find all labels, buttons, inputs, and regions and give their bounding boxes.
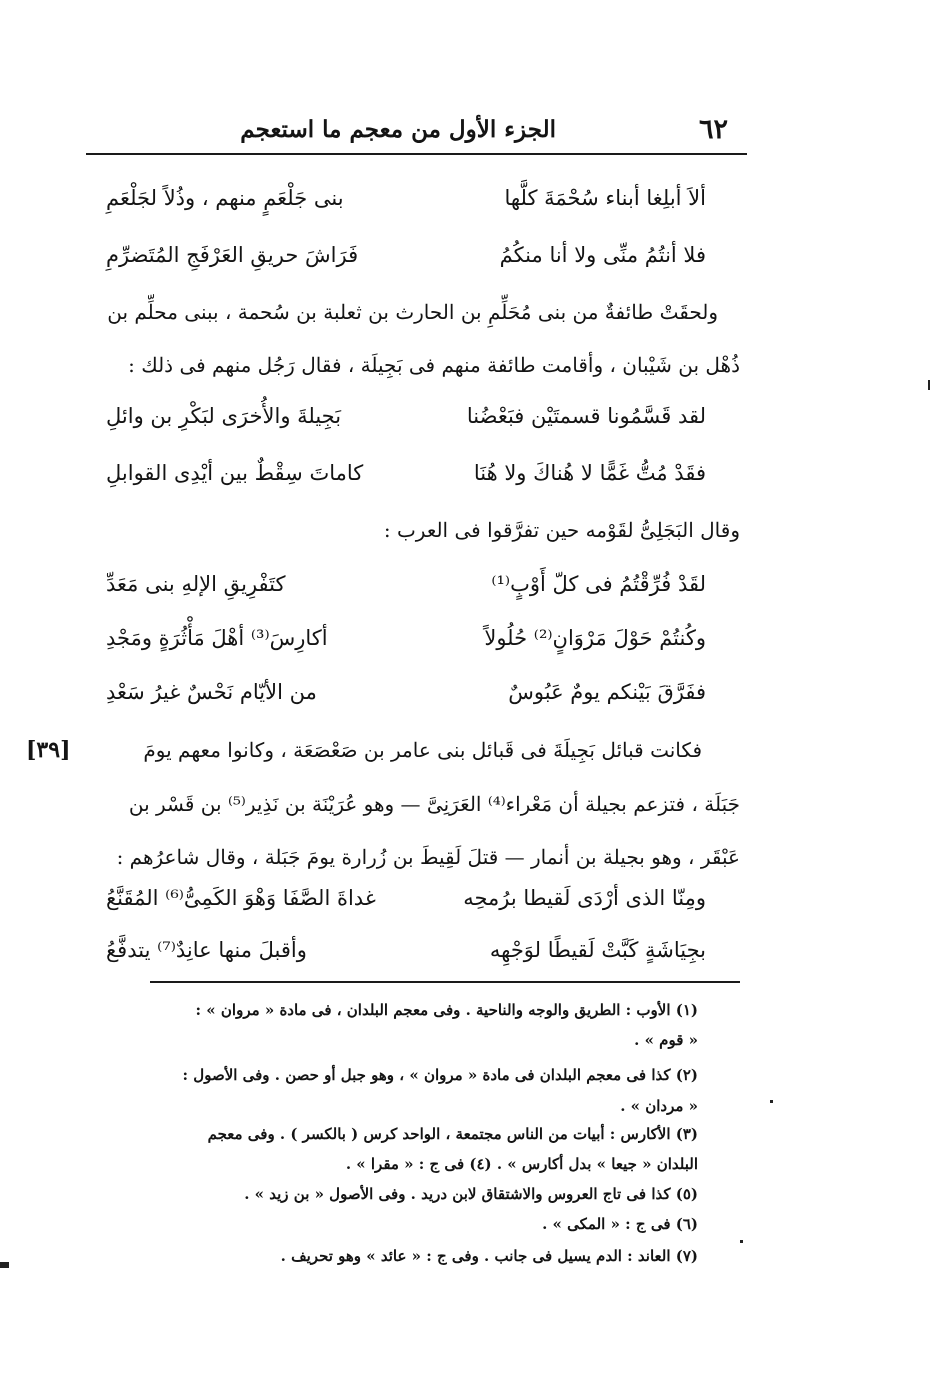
verse [106,938,706,978]
verse-hemistich-first: بجِيَاشَةٍ كَبَّتْ لَقيطًا لوَجْهِه [489,938,706,962]
footnote-line: « قوم » . [634,1031,698,1049]
verse-hemistich-second: فَرَاشَ حريقِ العَرْفَجِ المُتَضرِّمِ [106,243,359,267]
verse-hemistich-second: أكارِسَ⁽³⁾ أهْلَ مَأْثُرَةٍ ومَجْدِ [106,626,328,650]
verse-hemistich-second: كاماتَ سِقْطٌ بين أيْدِى القوابلِ [106,461,364,485]
verse-hemistich-second: وأقبلَ منها عانِدٌ⁽⁷⁾ يتدفَّعُ [106,938,307,962]
paragraph-line: جَبَلَة ، فتزعم بجيلة أن مَعْراء⁽⁴⁾ العَرَنِىَّ — وهو عُرَيْنَة بن نَذِير⁽⁵⁾ بن قَسْر بن [128,792,740,816]
paragraph-line: عَبْقَر ، وهو بجيلة بن أنمار — قتلَ لَقِيطَ بن زُرارة يومَ جَبَلة ، وقال شاعرُهم : [116,845,740,869]
verse [106,680,706,720]
verse [106,186,706,226]
verse-hemistich-first: ففَرَّقَ بَيْنكم يومٌ عَبُوسٌ [508,680,706,704]
verse-hemistich-second: من الأيّام نَحْسٌ غيرُ سَعْدِ [106,680,317,704]
footnote-line: « مردان » . [620,1097,698,1115]
page-reference-marker: [٣٩] [26,737,71,763]
verse-hemistich-second: بنى جَلْعَمٍ منهم ، وذُلاً لجَلْعَمِ [106,186,344,210]
verse-hemistich-first: لقَدْ فُرِّقْتُمُ فى كلّ أَوْبٍ⁽¹⁾ [491,572,706,596]
paragraph-line: وقال البَجَلِىُّ لقَوْمه حين تفرَّقوا فى العرب : [383,518,740,542]
scan-speck [770,1100,773,1103]
footnote-line: (٧) العاند : الدم يسيل فى جانب . وفى ج : « عائد » وهو تحريف . [280,1247,698,1265]
verse [106,404,706,444]
scan-speck [928,380,930,390]
verse [106,572,706,612]
verse-hemistich-first: لقد قَسَّمُونا قسمتَيْن فبَعْضُنا [466,404,706,428]
scan-speck [740,1240,743,1243]
header-rule [86,153,747,155]
verse-hemistich-first: ألاَ أبلِغا أبناء سُحْمَةَ كلَّها [504,186,706,210]
paragraph-line: فكانت قبائل بَجِيلَةَ فى قَبائل بنى عامر بن صَعْصَعَة ، وكانوا معهم يومَ [143,738,702,762]
verse [106,886,706,926]
page-number: ٦٢ [698,114,728,145]
footnote-line: البلدان « جيعا » بدل أكارس » . (٤) فى ج : « مقرا » . [345,1155,698,1173]
verse-hemistich-first: وكُنتُمْ حَوْلَ مَرْوَانٍ⁽²⁾ حُلُولاً [484,626,706,650]
verse-hemistich-first: ومِنّا الذى أرْدَى لَقيطا برُمحِه [463,886,706,910]
footnote-line: (١) الأوب : الطريق والوجه والناحية . وفى معجم البلدان ، فى مادة « مروان » : [195,1001,698,1019]
footnote-line: (٦) فى ج : « المكى » . [542,1215,698,1233]
footnote-line: (٢) كذا فى معجم البلدان فى مادة « مروان » ، وهو جبل أو حصن . وفى الأصول : [182,1066,698,1084]
page-header [86,108,746,152]
footnote-line: (٥) كذا فى تاج العروس والاشتقاق لابن دريد . وفى الأصول « بن زيد » . [244,1185,698,1203]
verse [106,626,706,666]
verse [106,243,706,283]
footnote-rule [150,981,740,983]
footnote-line: (٣) الأكارس : أبيات من الناس مجتمعة ، الواحد كرس ( بالكسر ) . وفى معجم [207,1125,698,1143]
verse [106,461,706,501]
paragraph-line: ولحقَتْ طائفةٌ من بنى مُحَلِّمِ بن الحارث بن ثعلبة بن سُحمة ، ببنى محلِّم بن [107,300,718,324]
verse-hemistich-second: كتَفْرِيقِ الإلهِ بنى مَعَدِّ [106,572,286,596]
verse-hemistich-first: فقَدْ مُتُّ غَمًّا لا هُناكَ ولا هُنَا [473,461,706,485]
running-title: الجزء الأول من معجم ما استعجم [240,116,556,143]
verse-hemistich-second: بَجِيلةَ والأُخرَى لبَكْرِ بن وائلِ [106,404,342,428]
paragraph-line: ذُهْل بن شَيْبان ، وأقامت طائفة منهم فى بَجِيلَة ، فقال رَجُل منهم فى ذلك : [128,353,740,377]
verse-hemistich-first: فلا أنتُمُ منِّى ولا أنا منكُمُ [499,243,706,267]
scan-speck [0,1262,9,1268]
verse-hemistich-second: غداةَ الصَّفَا وَهْوَ الكَمِىُّ⁽⁶⁾ المُقَنَّعُ [106,886,376,910]
